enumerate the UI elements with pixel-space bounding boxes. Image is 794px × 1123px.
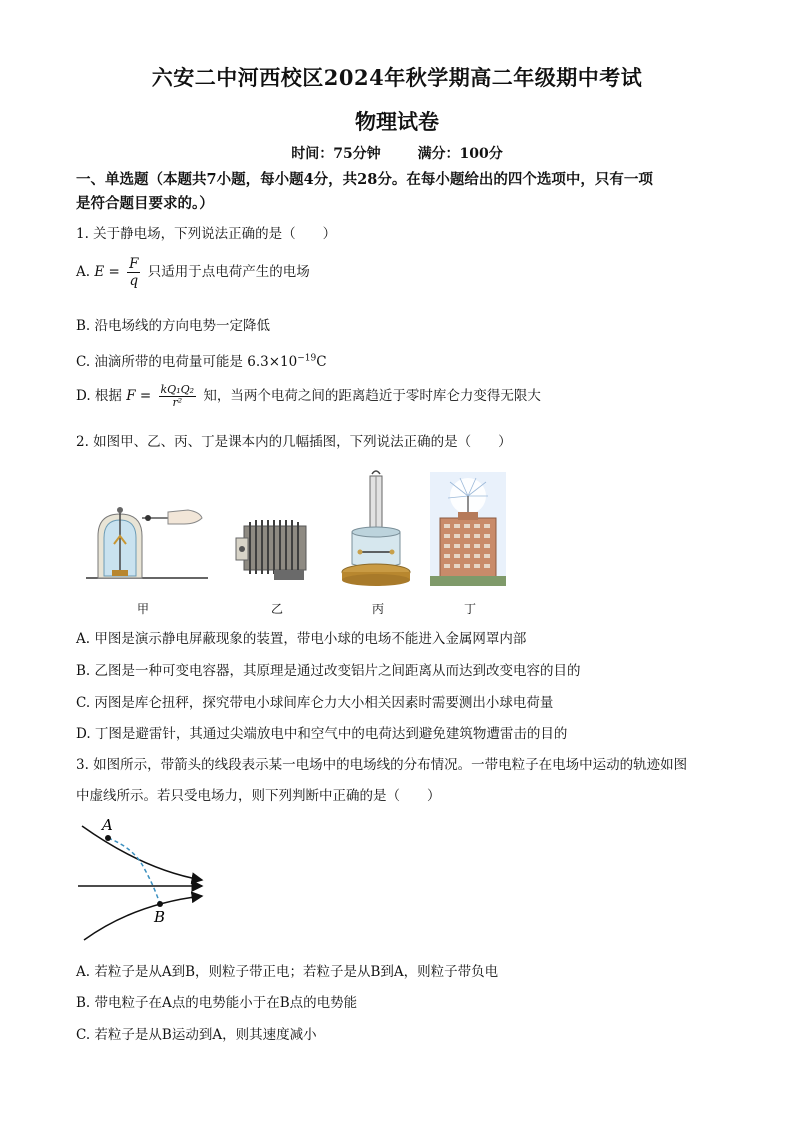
q1-c-value: 6.3×10: [247, 354, 298, 370]
exam-score: 满分：100分: [417, 146, 503, 162]
q1-d-text: 知，当两个电荷之间的距离趋近于零时库仑力变得无限大: [203, 388, 541, 404]
q1-option-b: B. 沿电场线的方向电势一定降低: [76, 318, 271, 334]
q1-d-prefix: D. 根据: [76, 388, 122, 404]
q2-stem: 2. 如图甲、乙、丙、丁是课本内的几幅插图，下列说法正确的是（ ）: [76, 434, 512, 450]
caption-ding: 丁: [464, 602, 477, 616]
q1-a-formula-lhs: E =: [94, 264, 120, 280]
q1-a-num: F: [129, 256, 139, 272]
q1-d-num: kQ₁Q₂: [160, 383, 195, 396]
q1-a-den: q: [129, 273, 139, 289]
caption-yi: 乙: [271, 602, 284, 616]
figure-bing: [340, 468, 412, 588]
q1-c-text: C. 油滴所带的电荷量可能是: [76, 354, 243, 370]
exam-meta: [0, 143, 794, 163]
figure-ding: [430, 472, 506, 586]
exam-subtitle: 物理试卷: [355, 109, 439, 134]
q1-d-den: r²: [172, 396, 183, 409]
q1-c-unit: C: [316, 354, 327, 370]
q3-option-c: C. 若粒子是从B运动到A，则其速度减小: [76, 1027, 317, 1043]
q1-stem: 1. 关于静电场，下列说法正确的是（ ）: [76, 226, 337, 242]
q1-c-exp: −19: [297, 353, 317, 364]
q1-a-fraction: [127, 256, 140, 289]
label-point-b: B: [154, 908, 166, 926]
q1-option-d: [76, 384, 541, 409]
q2-option-c: C. 丙图是库仑扭秤，探究带电小球间库仑力大小相关因素时需要测出小球电荷量: [76, 695, 554, 711]
exam-title: 六安二中河西校区2024年秋学期高二年级期中考试: [151, 65, 643, 90]
section-heading-cont: 是符合题目要求的。）: [76, 195, 214, 212]
q2-option-a: A. 甲图是演示静电屏蔽现象的装置，带电小球的电场不能进入金属网罩内部: [76, 631, 527, 647]
q1-option-c: [76, 350, 327, 370]
q2-option-d: D. 丁图是避雷针，其通过尖端放电中和空气中的电荷达到避免建筑物遭雷击的目的: [76, 726, 568, 742]
q1-a-prefix: A.: [76, 264, 91, 280]
q3-stem-cont: 中虚线所示。若只受电场力，则下列判断中正确的是（ ）: [76, 788, 441, 804]
q3-stem: 3. 如图所示，带箭头的线段表示某一电场中的电场线的分布情况。一带电粒子在电场中运动的轨迹如图: [76, 757, 688, 773]
exam-time: 时间：75分钟: [291, 146, 381, 162]
q1-d-lhs: F =: [126, 388, 152, 404]
caption-bing: 丙: [372, 602, 385, 616]
q1-d-fraction: [159, 384, 197, 409]
q1-a-text: 只适用于点电荷产生的电场: [147, 264, 310, 280]
q3-option-b: B. 带电粒子在A点的电势能小于在B点的电势能: [76, 995, 358, 1011]
figure-yi: [234, 512, 316, 584]
figure-jia: [84, 500, 210, 584]
caption-jia: 甲: [137, 602, 150, 616]
label-point-a: A: [102, 816, 113, 834]
figure-field-lines: [74, 812, 214, 944]
q3-option-a: A. 若粒子是从A到B，则粒子带正电；若粒子是从B到A，则粒子带负电: [76, 964, 499, 980]
q2-option-b: B. 乙图是一种可变电容器，其原理是通过改变铝片之间距离从而达到改变电容的目的: [76, 663, 581, 679]
section-heading: 一、单选题（本题共7小题，每小题4分，共28分。在每小题给出的四个选项中，只有一项: [76, 171, 653, 188]
q1-option-a: [76, 256, 310, 289]
